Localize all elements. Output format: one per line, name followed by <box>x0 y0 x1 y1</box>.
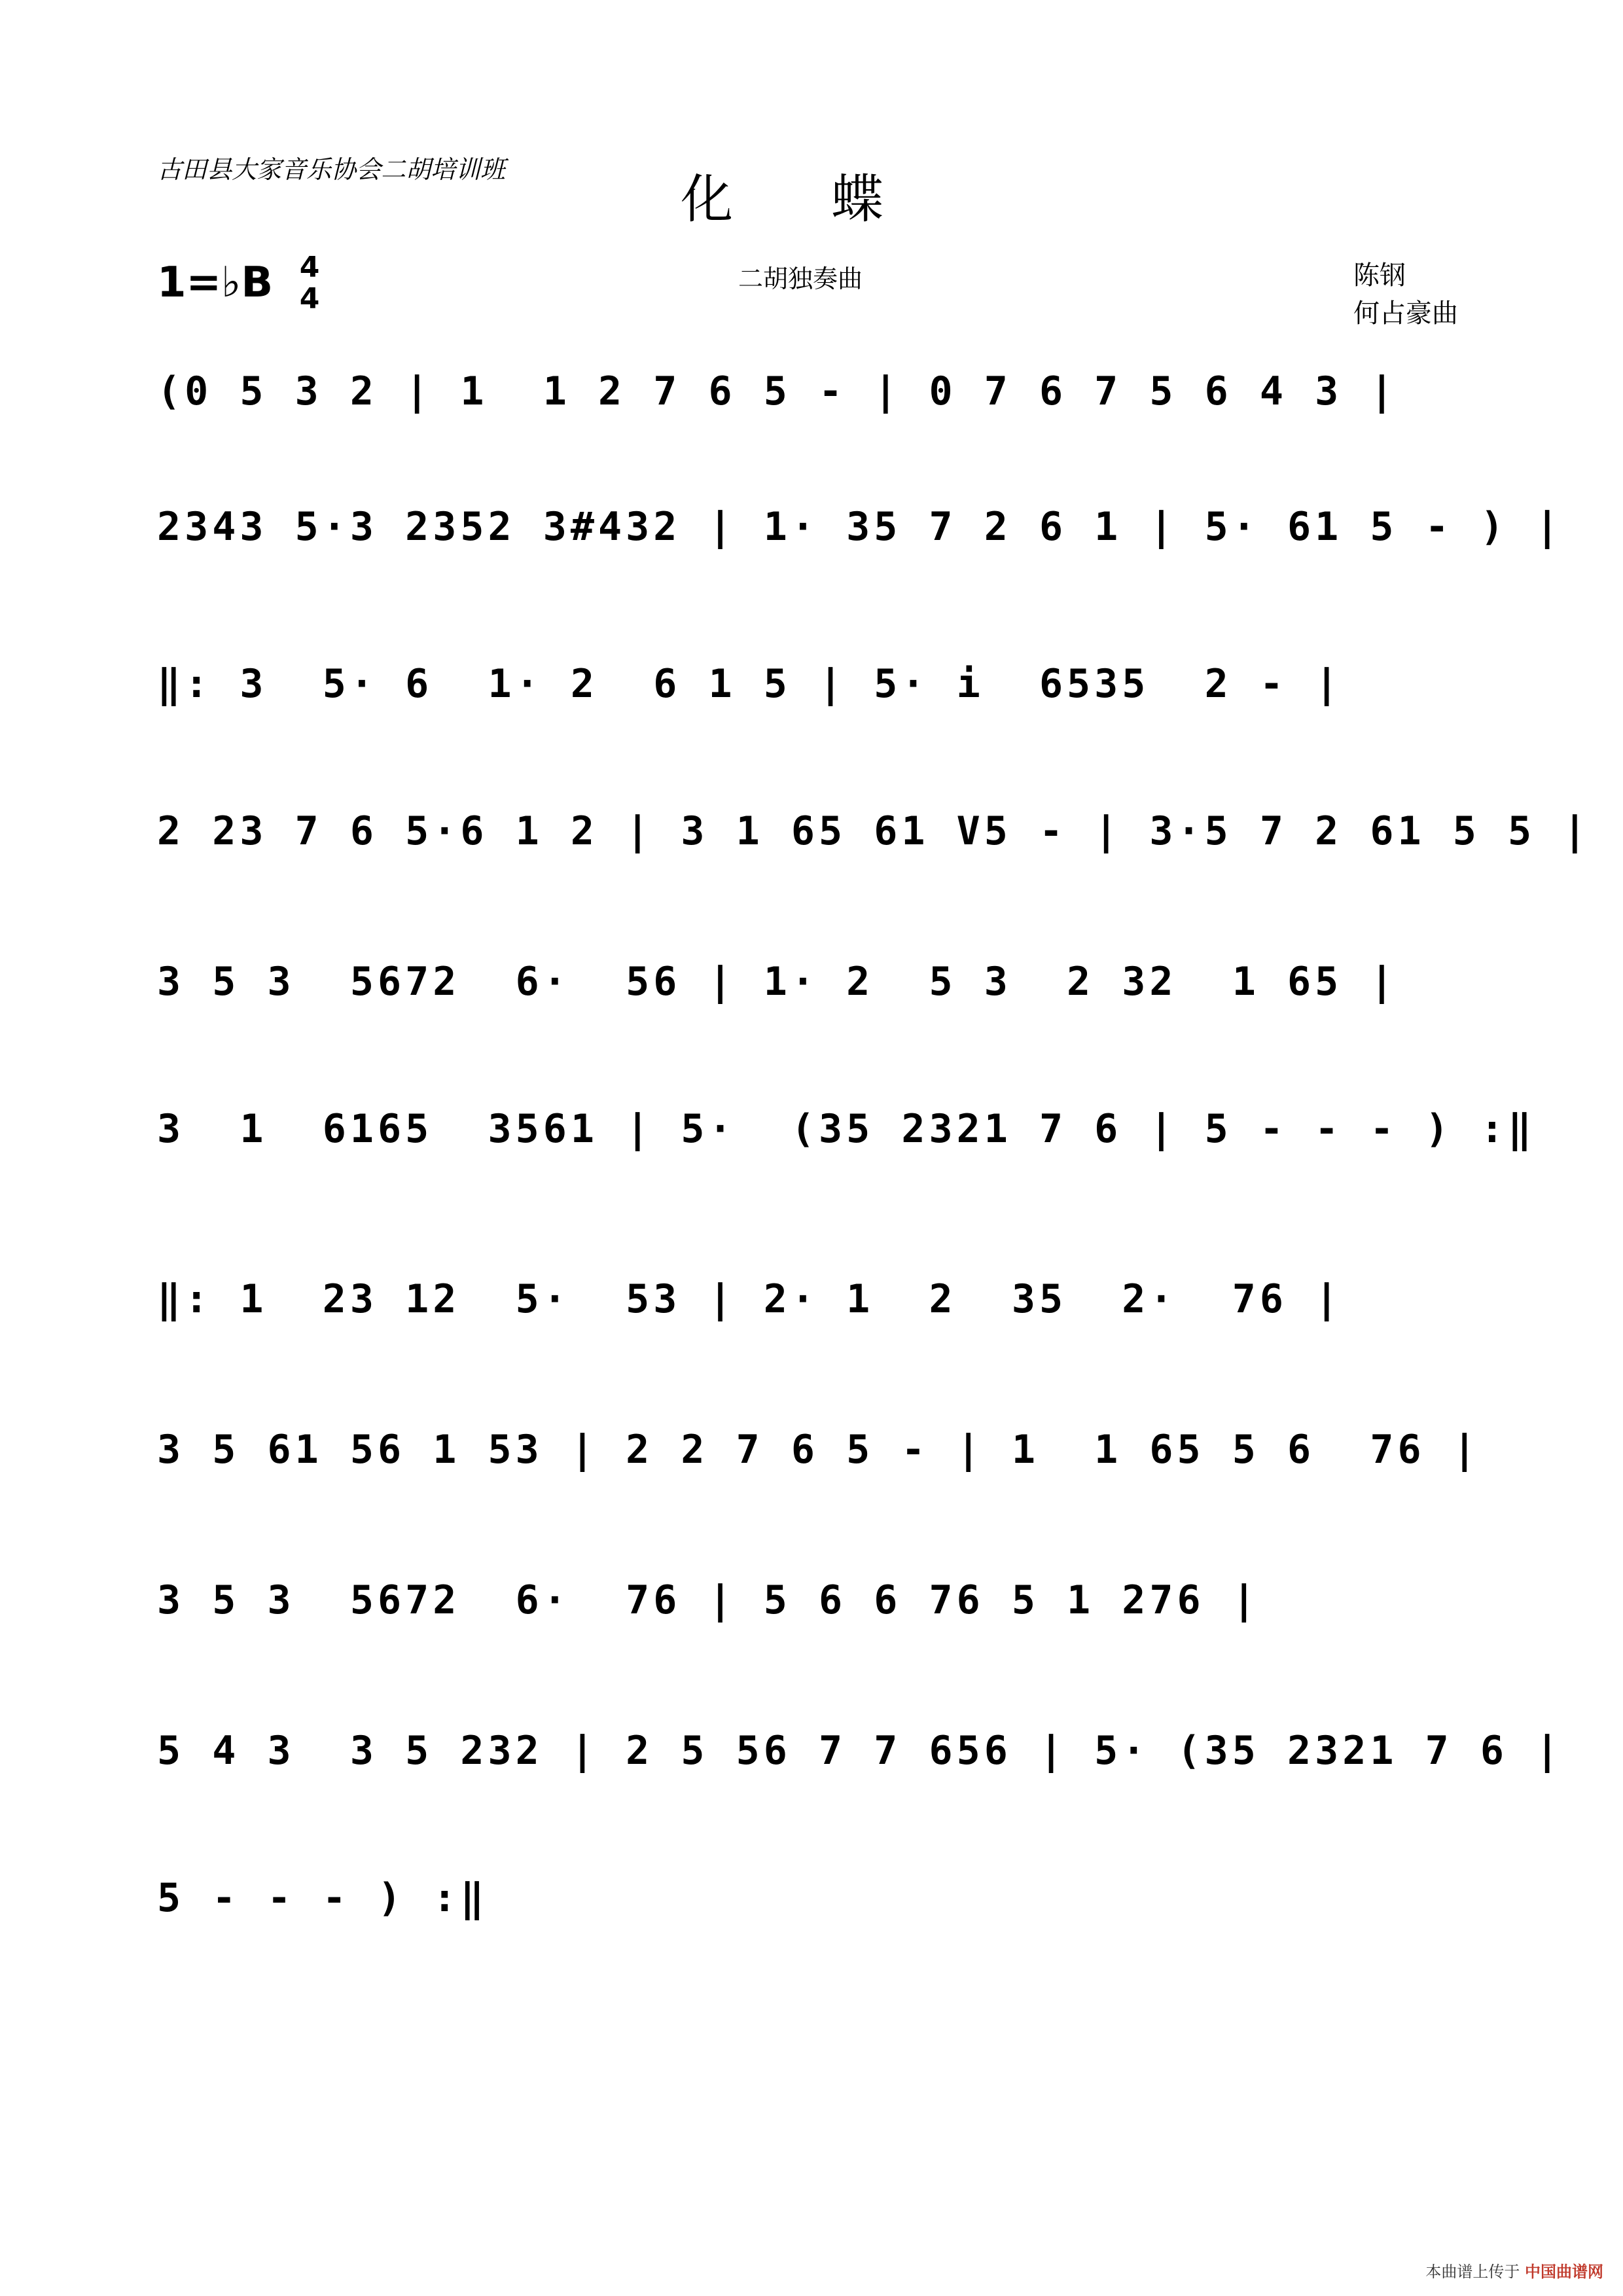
composer-line-1: 陈钢 <box>1353 260 1406 291</box>
watermark-upload-text: 本曲谱上传于 <box>1425 2263 1520 2281</box>
time-signature-bottom: 4 <box>299 282 320 315</box>
time-signature-top: 4 <box>299 251 320 284</box>
score-line: 3 5 3 5672 6· 56 | 1· 2 5 3 2 32 1 65 | <box>157 959 1398 1005</box>
score-line: 5 4 3 3 5 232 | 2 5 56 7 7 656 | 5· (35 2321 7 6 | <box>157 1728 1563 1774</box>
composer-credit <box>1353 257 1458 332</box>
score-line: 2343 5·3 2352 3#432 | 1· 35 7 2 6 1 | 5· 61 5 - ) | <box>157 504 1563 550</box>
score-line: 3 1 6165 3561 | 5· (35 2321 7 6 | 5 - - - ) :‖ <box>157 1106 1536 1152</box>
class-note: 古田县大家音乐协会二胡培训班 <box>157 155 506 184</box>
time-signature <box>293 252 326 315</box>
score-line: 5 - - - ) :‖ <box>157 1875 488 1921</box>
key-signature: 1=♭B <box>157 259 274 307</box>
score-line: ‖: 3 5· 6 1· 2 6 1 5 | 5· i 6535 2 - | <box>157 661 1343 707</box>
page-title: 化蝶 <box>681 169 982 230</box>
subtitle: 二胡独奏曲 <box>738 264 863 293</box>
score-line: ‖: 1 23 12 5· 53 | 2· 1 2 35 2· 76 | <box>157 1276 1343 1322</box>
site-logo: 中国曲谱网 <box>1525 2263 1603 2281</box>
score-line: 3 5 61 56 1 53 | 2 2 7 6 5 - | 1 1 65 5 6 76 | <box>157 1427 1480 1473</box>
composer-line-2: 何占豪曲 <box>1353 298 1458 329</box>
score-line: 2 23 7 6 5·6 1 2 | 3 1 65 61 V5 - | 3·5 7 2 61 5 5 | <box>157 808 1591 854</box>
score-line: (0 5 3 2 | 1 1 2 7 6 5 - | 0 7 6 7 5 6 4 3 | <box>157 368 1398 414</box>
score-line: 3 5 3 5672 6· 76 | 5 6 6 76 5 1 276 | <box>157 1577 1260 1623</box>
site-watermark <box>1425 2259 1603 2282</box>
